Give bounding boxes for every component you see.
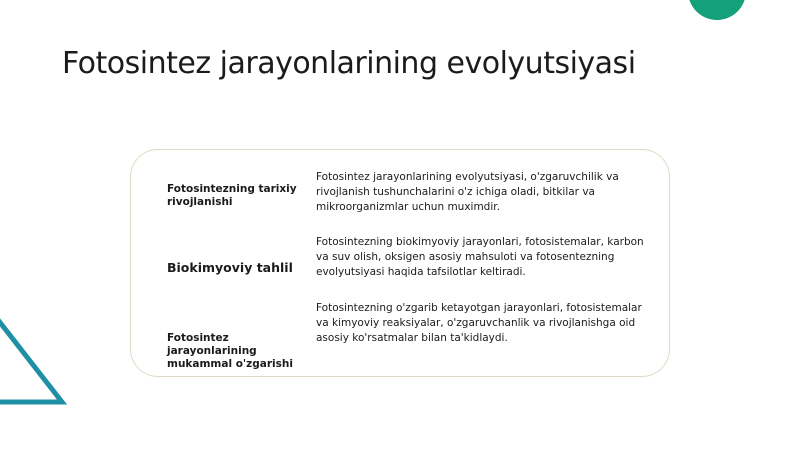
row-description-historical: Fotosintez jarayonlarining evolyutsiyasi, o'zgaruvchilik va rivojlanish tushunchalarini o'z ichiga oladi, bitkilar va mikroorganizmlar uchun muximdir. (316, 171, 619, 213)
slide-title: Fotosintez jarayonlarining evolyutsiyasi (62, 46, 636, 81)
decorative-circle (688, 0, 746, 20)
content-panel (130, 149, 670, 377)
decorative-triangle (0, 280, 70, 410)
row-label-historical: Fotosintezning tarixiy rivojlanishi (167, 183, 297, 208)
row-label-biochemical: Biokimyoviy tahlil (167, 260, 293, 275)
row-label-transformation: Fotosintez jarayonlarining mukammal o'zgarishi (167, 332, 293, 370)
row-description-transformation: Fotosintezning o'zgarib ketayotgan jarayonlari, fotosistemalar va kimyoviy reaksiyalar, o'zgaruvchanlik va rivojlanishga oid asosiy ko'rsatmalar bilan ta'kidlaydi. (316, 302, 642, 344)
row-description-biochemical: Fotosintezning biokimyoviy jarayonlari, fotosistemalar, karbon va suv olish, oksigen asosiy mahsuloti va fotosentezning evolyutsiyasi haqida tafsilotlar keltiradi. (316, 236, 644, 278)
